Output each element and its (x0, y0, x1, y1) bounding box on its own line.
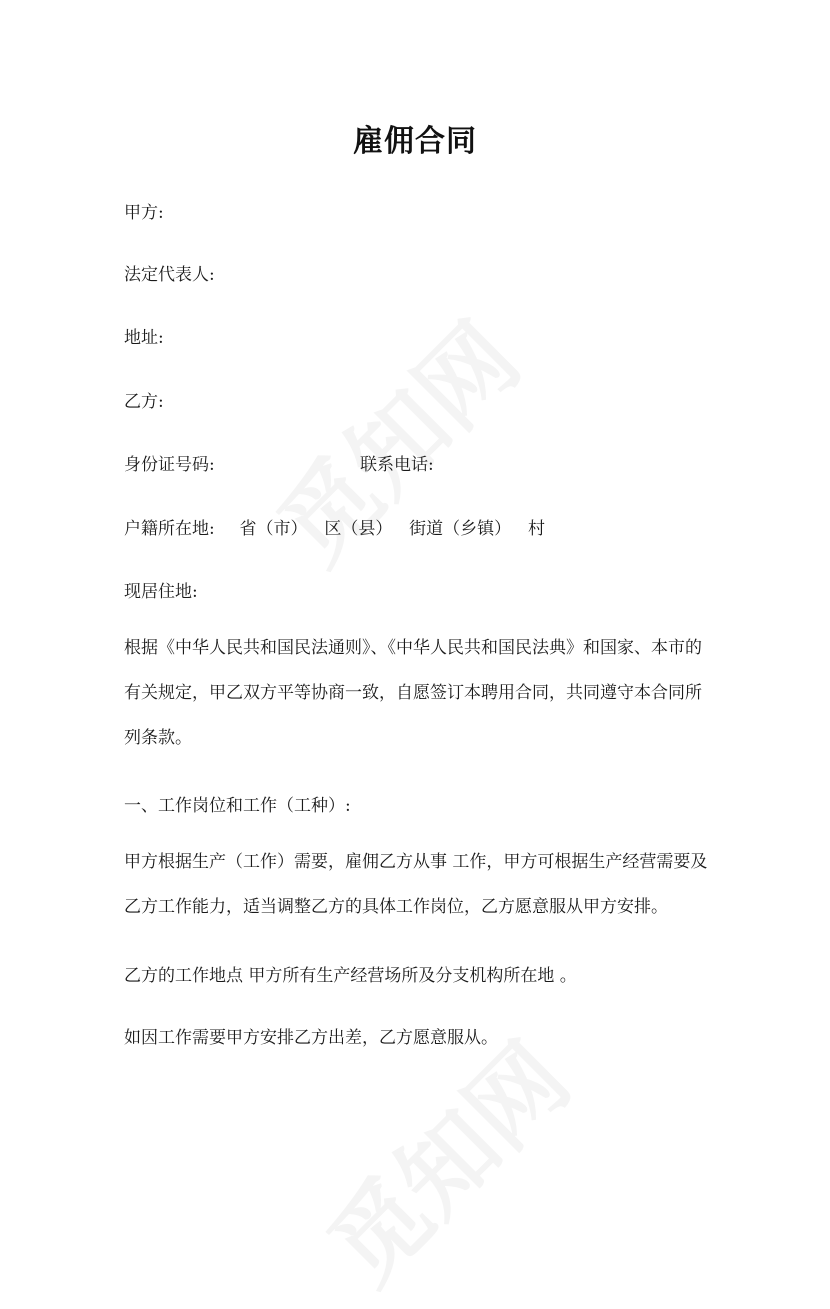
section-1-heading: 一、工作岗位和工作（工种）: (124, 796, 351, 816)
watermark (244, 288, 545, 589)
preamble-paragraph: 根据《中华人民共和国民法通则》、《中华人民共和国民法典》和国家、本市的有关规定，甲乙双方平等协商一致，自愿签订本聘用合同，共同遵守本合同所列条款。 (124, 638, 702, 748)
id-number-label: 身份证号码: (124, 455, 215, 475)
hukou-street: 街道（乡镇） (409, 519, 512, 539)
hukou-province: 省（市） (239, 519, 308, 539)
document-title: 雇佣合同 (353, 124, 477, 159)
hukou-district: 区（县） (324, 519, 393, 539)
section-1-paragraph-2: 乙方的工作地点 甲方所有生产经营场所及分支机构所在地 。 (124, 966, 577, 986)
party-b-label: 乙方: (124, 392, 164, 412)
party-a-label: 甲方: (124, 203, 164, 223)
hukou-label: 户籍所在地: (124, 519, 215, 539)
section-1-paragraph-3: 如因工作需要甲方安排乙方出差，乙方愿意服从。 (124, 1028, 498, 1048)
section-1-paragraph-1: 甲方根据生产（工作）需要，雇佣乙方从事 工作，甲方可根据生产经营需要及乙方工作能力，适当调整乙方的具体工作岗位，乙方愿意服从甲方安排。 (124, 852, 708, 917)
legal-representative-label: 法定代表人: (124, 265, 215, 285)
hukou-village: 村 (527, 519, 545, 539)
address-label: 地址: (124, 328, 164, 348)
residence-label: 现居住地: (124, 582, 198, 602)
watermark (294, 1008, 595, 1309)
phone-label: 联系电话: (360, 455, 434, 475)
hukou-row (124, 514, 545, 539)
